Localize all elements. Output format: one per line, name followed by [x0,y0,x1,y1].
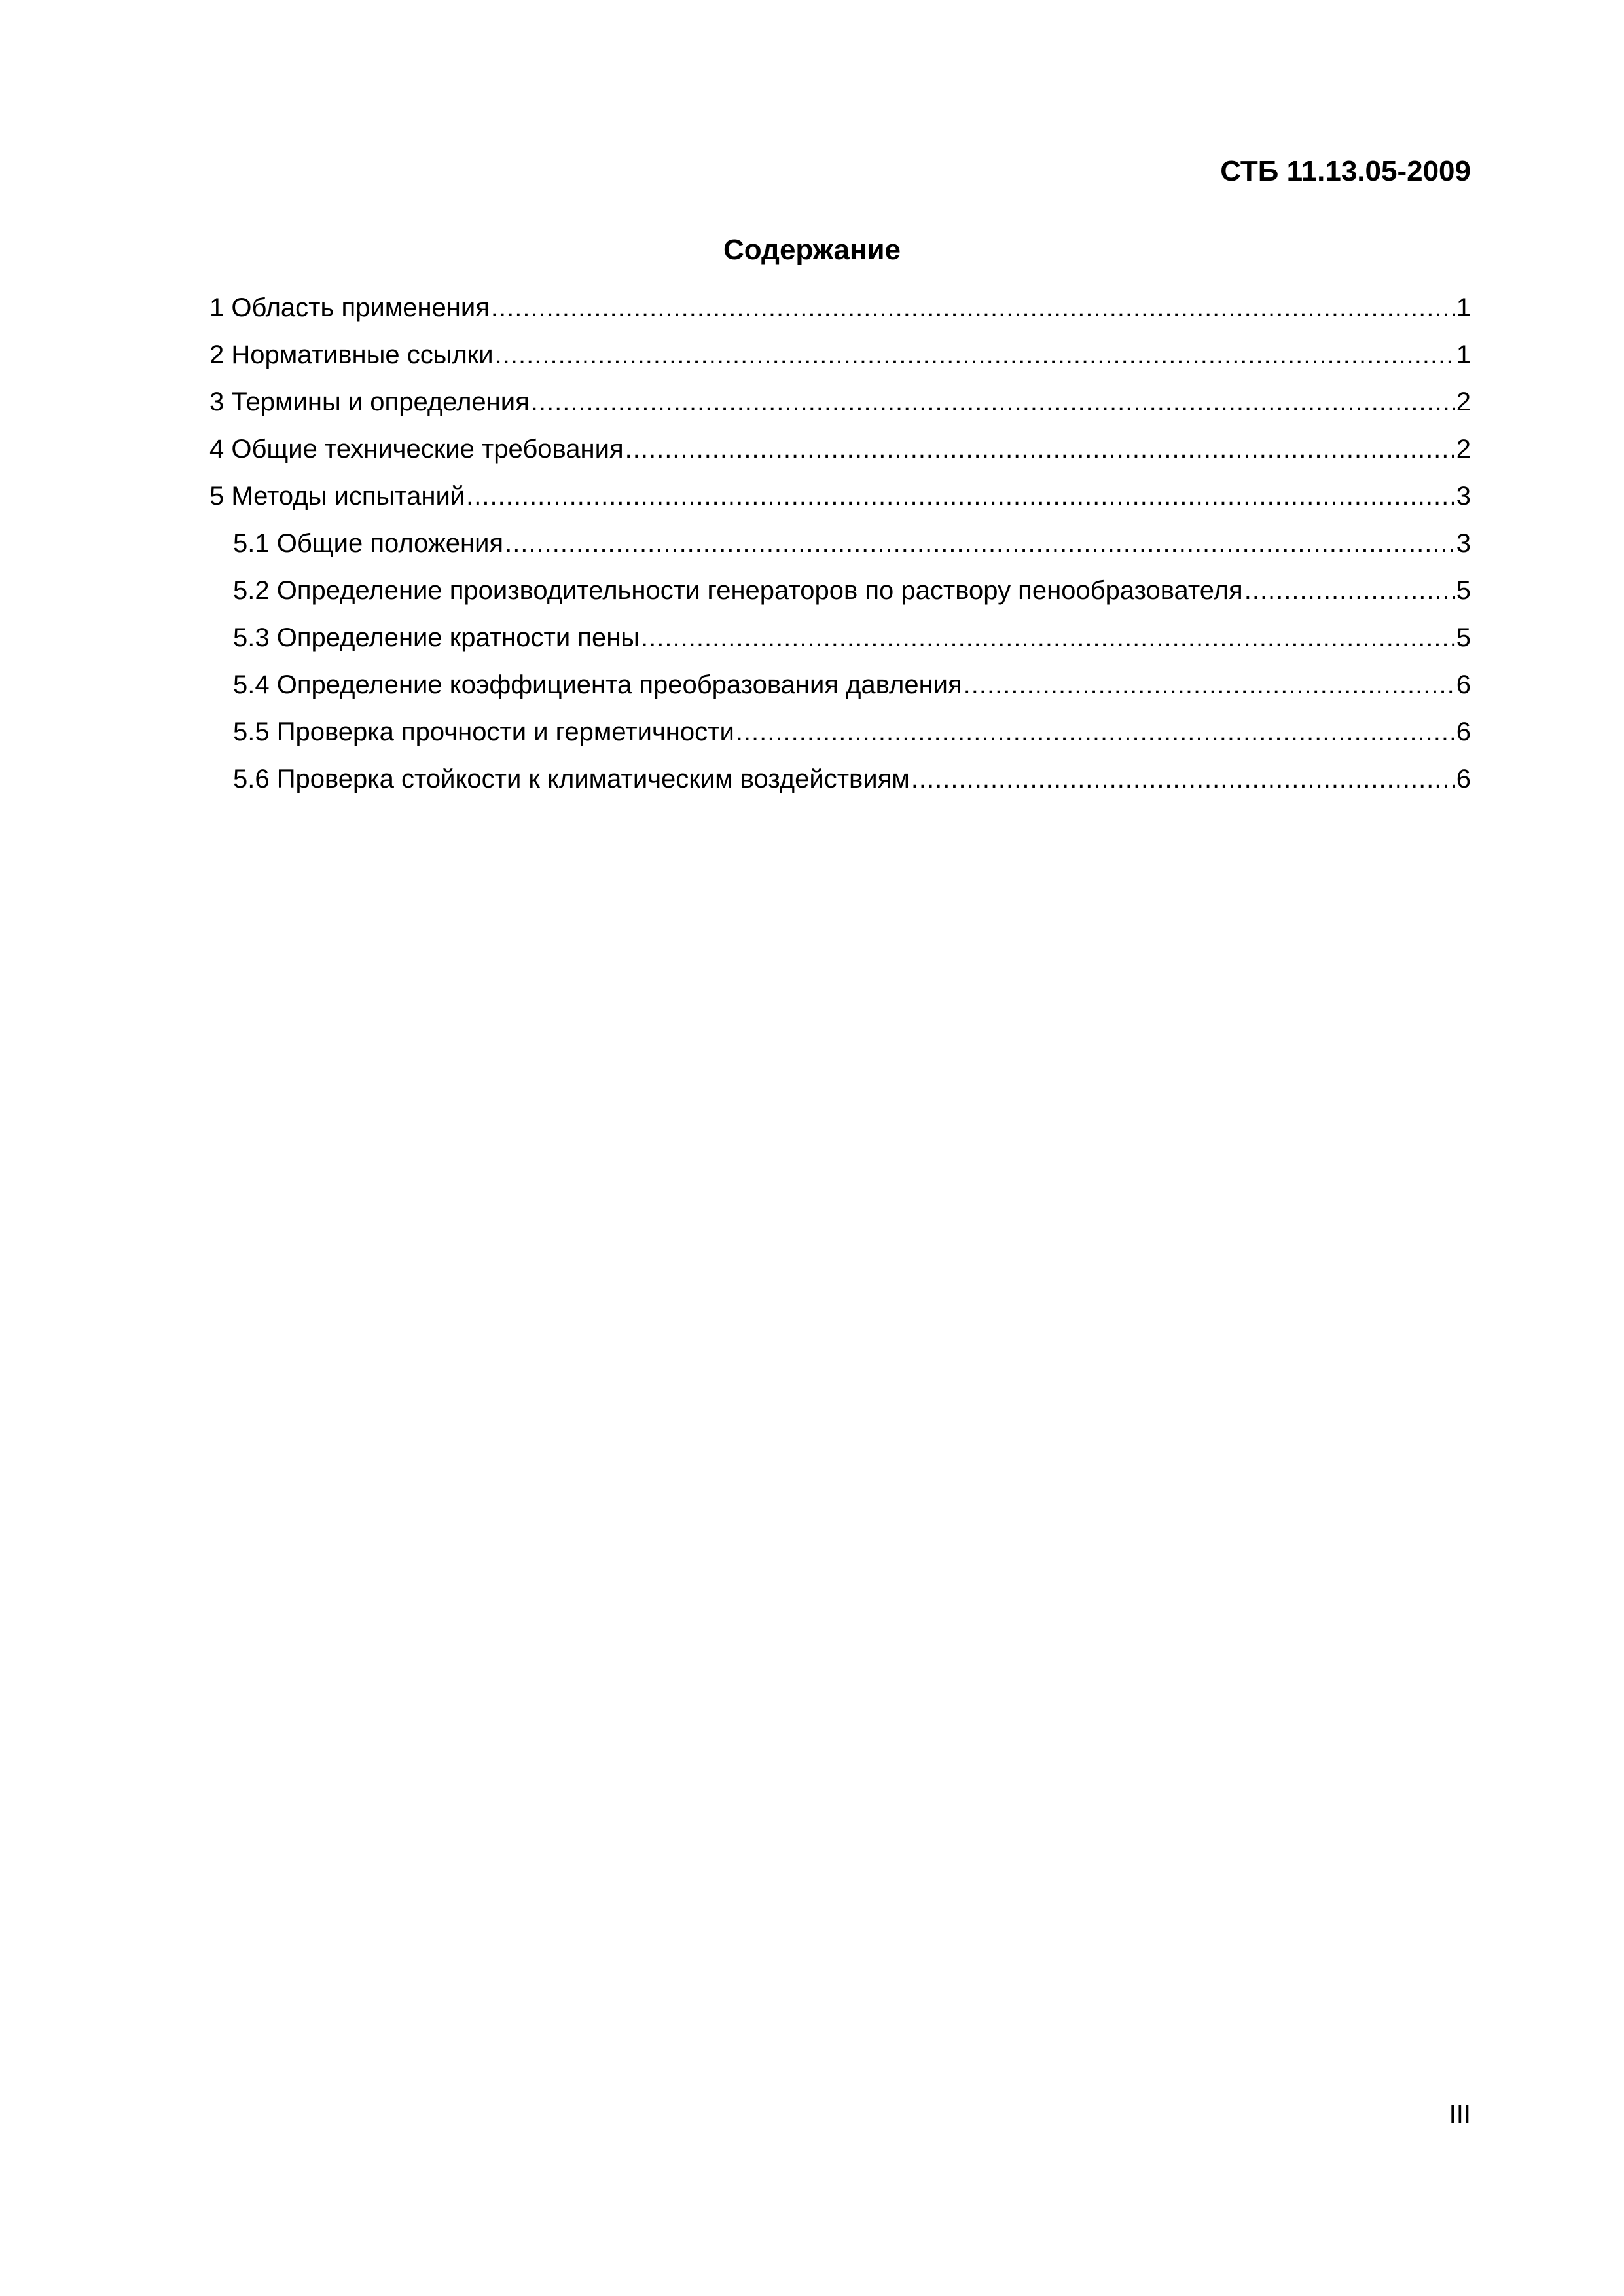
toc-entry-page: 5 [1456,576,1471,605]
toc-entry-page: 6 [1456,718,1471,746]
toc-entry-page: 1 [1456,340,1471,369]
toc-entry-page: 1 [1456,293,1471,322]
toc-subentry[interactable] [209,571,1471,618]
toc-entry-label: 2 Нормативные ссылки [209,340,494,369]
toc-entry-label: 4 Общие технические требования [209,435,624,464]
toc-entry[interactable] [209,382,1471,429]
toc-entry[interactable] [209,288,1471,335]
toc-entry[interactable] [209,477,1471,524]
document-code: СТБ 11.13.05-2009 [1220,155,1471,187]
page-number: III [1449,2100,1471,2129]
toc-entry-label: 5.3 Определение кратности пены [233,623,640,652]
toc-dot-leader [1244,571,1455,610]
toc-dot-leader [491,288,1455,327]
toc-subentry[interactable] [209,618,1471,665]
toc-entry-label: 5.2 Определение производительности генераторов по раствору пенообразователя [233,576,1243,605]
toc-dot-leader [505,524,1455,563]
toc-entry-label: 1 Область применения [209,293,490,322]
toc-entry-label: 5.5 Проверка прочности и герметичности [233,718,734,746]
toc-entry-page: 6 [1456,765,1471,793]
toc-dot-leader [625,429,1455,469]
toc-entry-page: 6 [1456,670,1471,699]
table-of-contents [209,288,1471,807]
toc-dot-leader [911,759,1455,799]
toc-entry-page: 3 [1456,529,1471,558]
toc-subentry[interactable] [209,524,1471,571]
toc-entry-label: 5 Методы испытаний [209,482,465,511]
toc-subentry[interactable] [209,759,1471,807]
toc-entry-page: 2 [1456,435,1471,464]
toc-entry[interactable] [209,429,1471,477]
toc-entry[interactable] [209,335,1471,382]
toc-subentry[interactable] [209,665,1471,712]
toc-dot-leader [531,382,1455,422]
toc-dot-leader [495,335,1455,374]
toc-entry-label: 3 Термины и определения [209,388,530,416]
toc-entry-page: 5 [1456,623,1471,652]
toc-entry-label: 5.4 Определение коэффициента преобразования давления [233,670,962,699]
toc-dot-leader [736,712,1455,752]
toc-subentry[interactable] [209,712,1471,759]
toc-entry-page: 2 [1456,388,1471,416]
toc-entry-label: 5.6 Проверка стойкости к климатическим воздействиям [233,765,910,793]
toc-entry-page: 3 [1456,482,1471,511]
toc-dot-leader [964,665,1455,704]
toc-title: Содержание [723,234,901,266]
toc-dot-leader [641,618,1455,657]
toc-entry-label: 5.1 Общие положения [233,529,504,558]
toc-dot-leader [466,477,1455,516]
